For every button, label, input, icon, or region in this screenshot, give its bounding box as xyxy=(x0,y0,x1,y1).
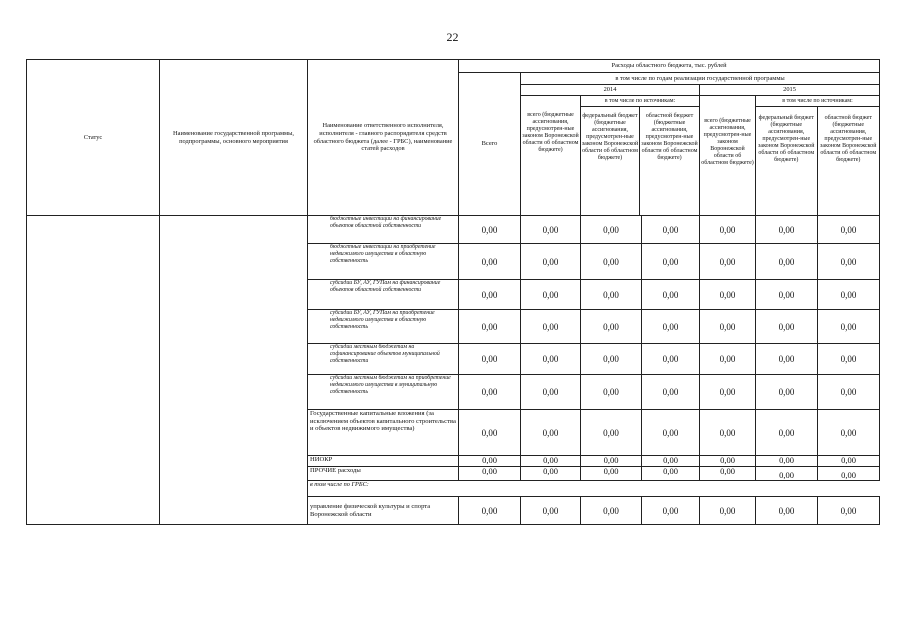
value-cell: 0,00 xyxy=(581,216,642,244)
value-cell: 0,00 xyxy=(459,310,521,344)
row-label: НИОКР xyxy=(308,456,459,467)
value-cell: 0,00 xyxy=(459,497,521,525)
header-program-name: Наименование государственной программы, подпрограммы, основного мероприятия xyxy=(160,60,308,216)
page-number: 22 xyxy=(446,30,459,44)
value-cell: 0,00 xyxy=(642,244,700,280)
value-cell: 0,00 xyxy=(700,497,756,525)
value-cell: 0,00 xyxy=(642,497,700,525)
value-cell: 0,00 xyxy=(521,375,581,410)
value-cell: 0,00 xyxy=(756,280,818,310)
value-cell: 0,00 xyxy=(642,375,700,410)
value-cell: 0,00 xyxy=(756,310,818,344)
value-cell: 0,00 xyxy=(756,467,818,481)
header-2014-regional: областной бюджет (бюджетные ассигнования, предусмотрен-ные законом Воронежской области об областном бюджете) xyxy=(641,113,698,161)
value-cell: 0,00 xyxy=(700,375,756,410)
header-2014-total: всего (бюджетные ассигнования, предусмотрен-ные законом Воронежской области об областном бюджете) xyxy=(521,96,581,216)
value-cell: 0,00 xyxy=(756,216,818,244)
value-cell: 0,00 xyxy=(521,280,581,310)
value-cell: 0,00 xyxy=(581,497,642,525)
value-cell: 0,00 xyxy=(818,410,880,456)
value-cell: 0,00 xyxy=(700,344,756,375)
value-cell: 0,00 xyxy=(818,456,880,467)
header-2014-sources: в том числе по источникам: xyxy=(581,96,699,107)
row-label: субсидии местным бюджетам на софинансирование объектов муниципальной собственности xyxy=(308,344,459,375)
value-cell: 0,00 xyxy=(581,344,642,375)
status-cell xyxy=(27,216,160,525)
budget-table xyxy=(26,59,880,525)
value-cell: 0,00 xyxy=(459,216,521,244)
value-cell: 0,00 xyxy=(521,410,581,456)
value-cell: 0,00 xyxy=(818,216,880,244)
value-cell: 0,00 xyxy=(521,456,581,467)
value-cell: 0,00 xyxy=(521,497,581,525)
value-cell: 0,00 xyxy=(521,344,581,375)
header-2015-total: всего (бюджетные ассигнования, предусмотрен-ные законом Воронежской области об областном бюджете) xyxy=(700,96,756,216)
value-cell: 0,00 xyxy=(459,467,521,481)
header-2015-federal: федеральный бюджет (бюджетные ассигнования, предусмотрен-ные законом Воронежской области об областном бюджете) xyxy=(756,107,818,215)
row-label: бюджетные инвестиции на приобретение недвижимого имущества в областную собственность xyxy=(308,244,459,280)
value-cell: 0,00 xyxy=(642,344,700,375)
value-cell: 0,00 xyxy=(756,375,818,410)
value-cell: 0,00 xyxy=(700,244,756,280)
row-label: бюджетные инвестиции на финансирование объектов областной собственности xyxy=(308,216,459,244)
header-total: Всего xyxy=(459,73,521,216)
value-cell: 0,00 xyxy=(459,456,521,467)
value-cell: 0,00 xyxy=(459,375,521,410)
value-cell: 0,00 xyxy=(756,456,818,467)
row-label: субсидии БУ, АУ, ГУПам на приобретение недвижимого имущества в областную собственность xyxy=(308,310,459,344)
value-cell: 0,00 xyxy=(818,344,880,375)
value-cell: 0,00 xyxy=(521,244,581,280)
value-cell: 0,00 xyxy=(756,244,818,280)
value-cell: 0,00 xyxy=(642,280,700,310)
program-name-cell xyxy=(160,216,308,525)
value-cell: 0,00 xyxy=(521,216,581,244)
value-cell: 0,00 xyxy=(818,310,880,344)
value-cell: 0,00 xyxy=(818,244,880,280)
row-label: ПРОЧИЕ расходы xyxy=(308,467,459,481)
header-expenses: Расходы областного бюджета, тыс. рублей xyxy=(459,60,880,73)
row-label: Государственные капитальные вложения (за исключением объектов капитального строительства и объектов недвижимого имущества) xyxy=(308,410,459,456)
value-cell: 0,00 xyxy=(581,310,642,344)
header-status: Статус xyxy=(27,60,160,216)
header-2014-federal: федеральный бюджет (бюджетные ассигнования, предусмотрен-ные законом Воронежской области об областном бюджете) xyxy=(581,107,640,215)
row-label: субсидии БУ, АУ, ГУПам на финансирование объектов областной собственности xyxy=(308,280,459,310)
value-cell: 0,00 xyxy=(581,280,642,310)
value-cell: 0,00 xyxy=(818,375,880,410)
value-cell: 0,00 xyxy=(459,280,521,310)
value-cell: 0,00 xyxy=(818,280,880,310)
value-cell: 0,00 xyxy=(700,467,756,481)
value-cell: 0,00 xyxy=(642,410,700,456)
value-cell: 0,00 xyxy=(642,310,700,344)
header-2015-regional: областной бюджет (бюджетные ассигнования, предусмотрен-ные законом Воронежской области об областном бюджете) xyxy=(820,115,877,163)
value-cell: 0,00 xyxy=(459,244,521,280)
table-row xyxy=(27,216,880,244)
grbs-subheading: в том числе по ГРБС: xyxy=(308,481,880,497)
header-executor: Наименование ответственного исполнителя, исполнителя - главного распорядителя средств областного бюджета (далее - ГРБС), наименование статей расходов xyxy=(308,60,459,216)
value-cell: 0,00 xyxy=(700,216,756,244)
value-cell: 0,00 xyxy=(581,244,642,280)
value-cell: 0,00 xyxy=(642,216,700,244)
value-cell: 0,00 xyxy=(459,410,521,456)
value-cell: 0,00 xyxy=(700,410,756,456)
row-label: управление физической культуры и спорта Воронежской области xyxy=(308,497,459,525)
value-cell: 0,00 xyxy=(642,456,700,467)
value-cell: 0,00 xyxy=(642,467,700,481)
header-year-2015: 2015 xyxy=(700,85,880,96)
value-cell: 0,00 xyxy=(818,467,880,481)
value-cell: 0,00 xyxy=(581,410,642,456)
value-cell: 0,00 xyxy=(521,467,581,481)
value-cell: 0,00 xyxy=(700,456,756,467)
value-cell: 0,00 xyxy=(459,344,521,375)
value-cell: 0,00 xyxy=(581,375,642,410)
row-label: субсидии местным бюджетам на приобретение недвижимого имущества в муниципальную собственность xyxy=(308,375,459,410)
value-cell: 0,00 xyxy=(700,310,756,344)
value-cell: 0,00 xyxy=(581,467,642,481)
header-year-2014: 2014 xyxy=(521,85,700,96)
value-cell: 0,00 xyxy=(521,310,581,344)
value-cell: 0,00 xyxy=(756,344,818,375)
value-cell: 0,00 xyxy=(818,497,880,525)
value-cell: 0,00 xyxy=(756,410,818,456)
value-cell: 0,00 xyxy=(581,456,642,467)
header-by-years: в том числе по годам реализации государственной программы xyxy=(521,73,880,85)
value-cell: 0,00 xyxy=(700,280,756,310)
header-2015-sources: в том числе по источникам: xyxy=(756,96,879,107)
value-cell: 0,00 xyxy=(756,497,818,525)
